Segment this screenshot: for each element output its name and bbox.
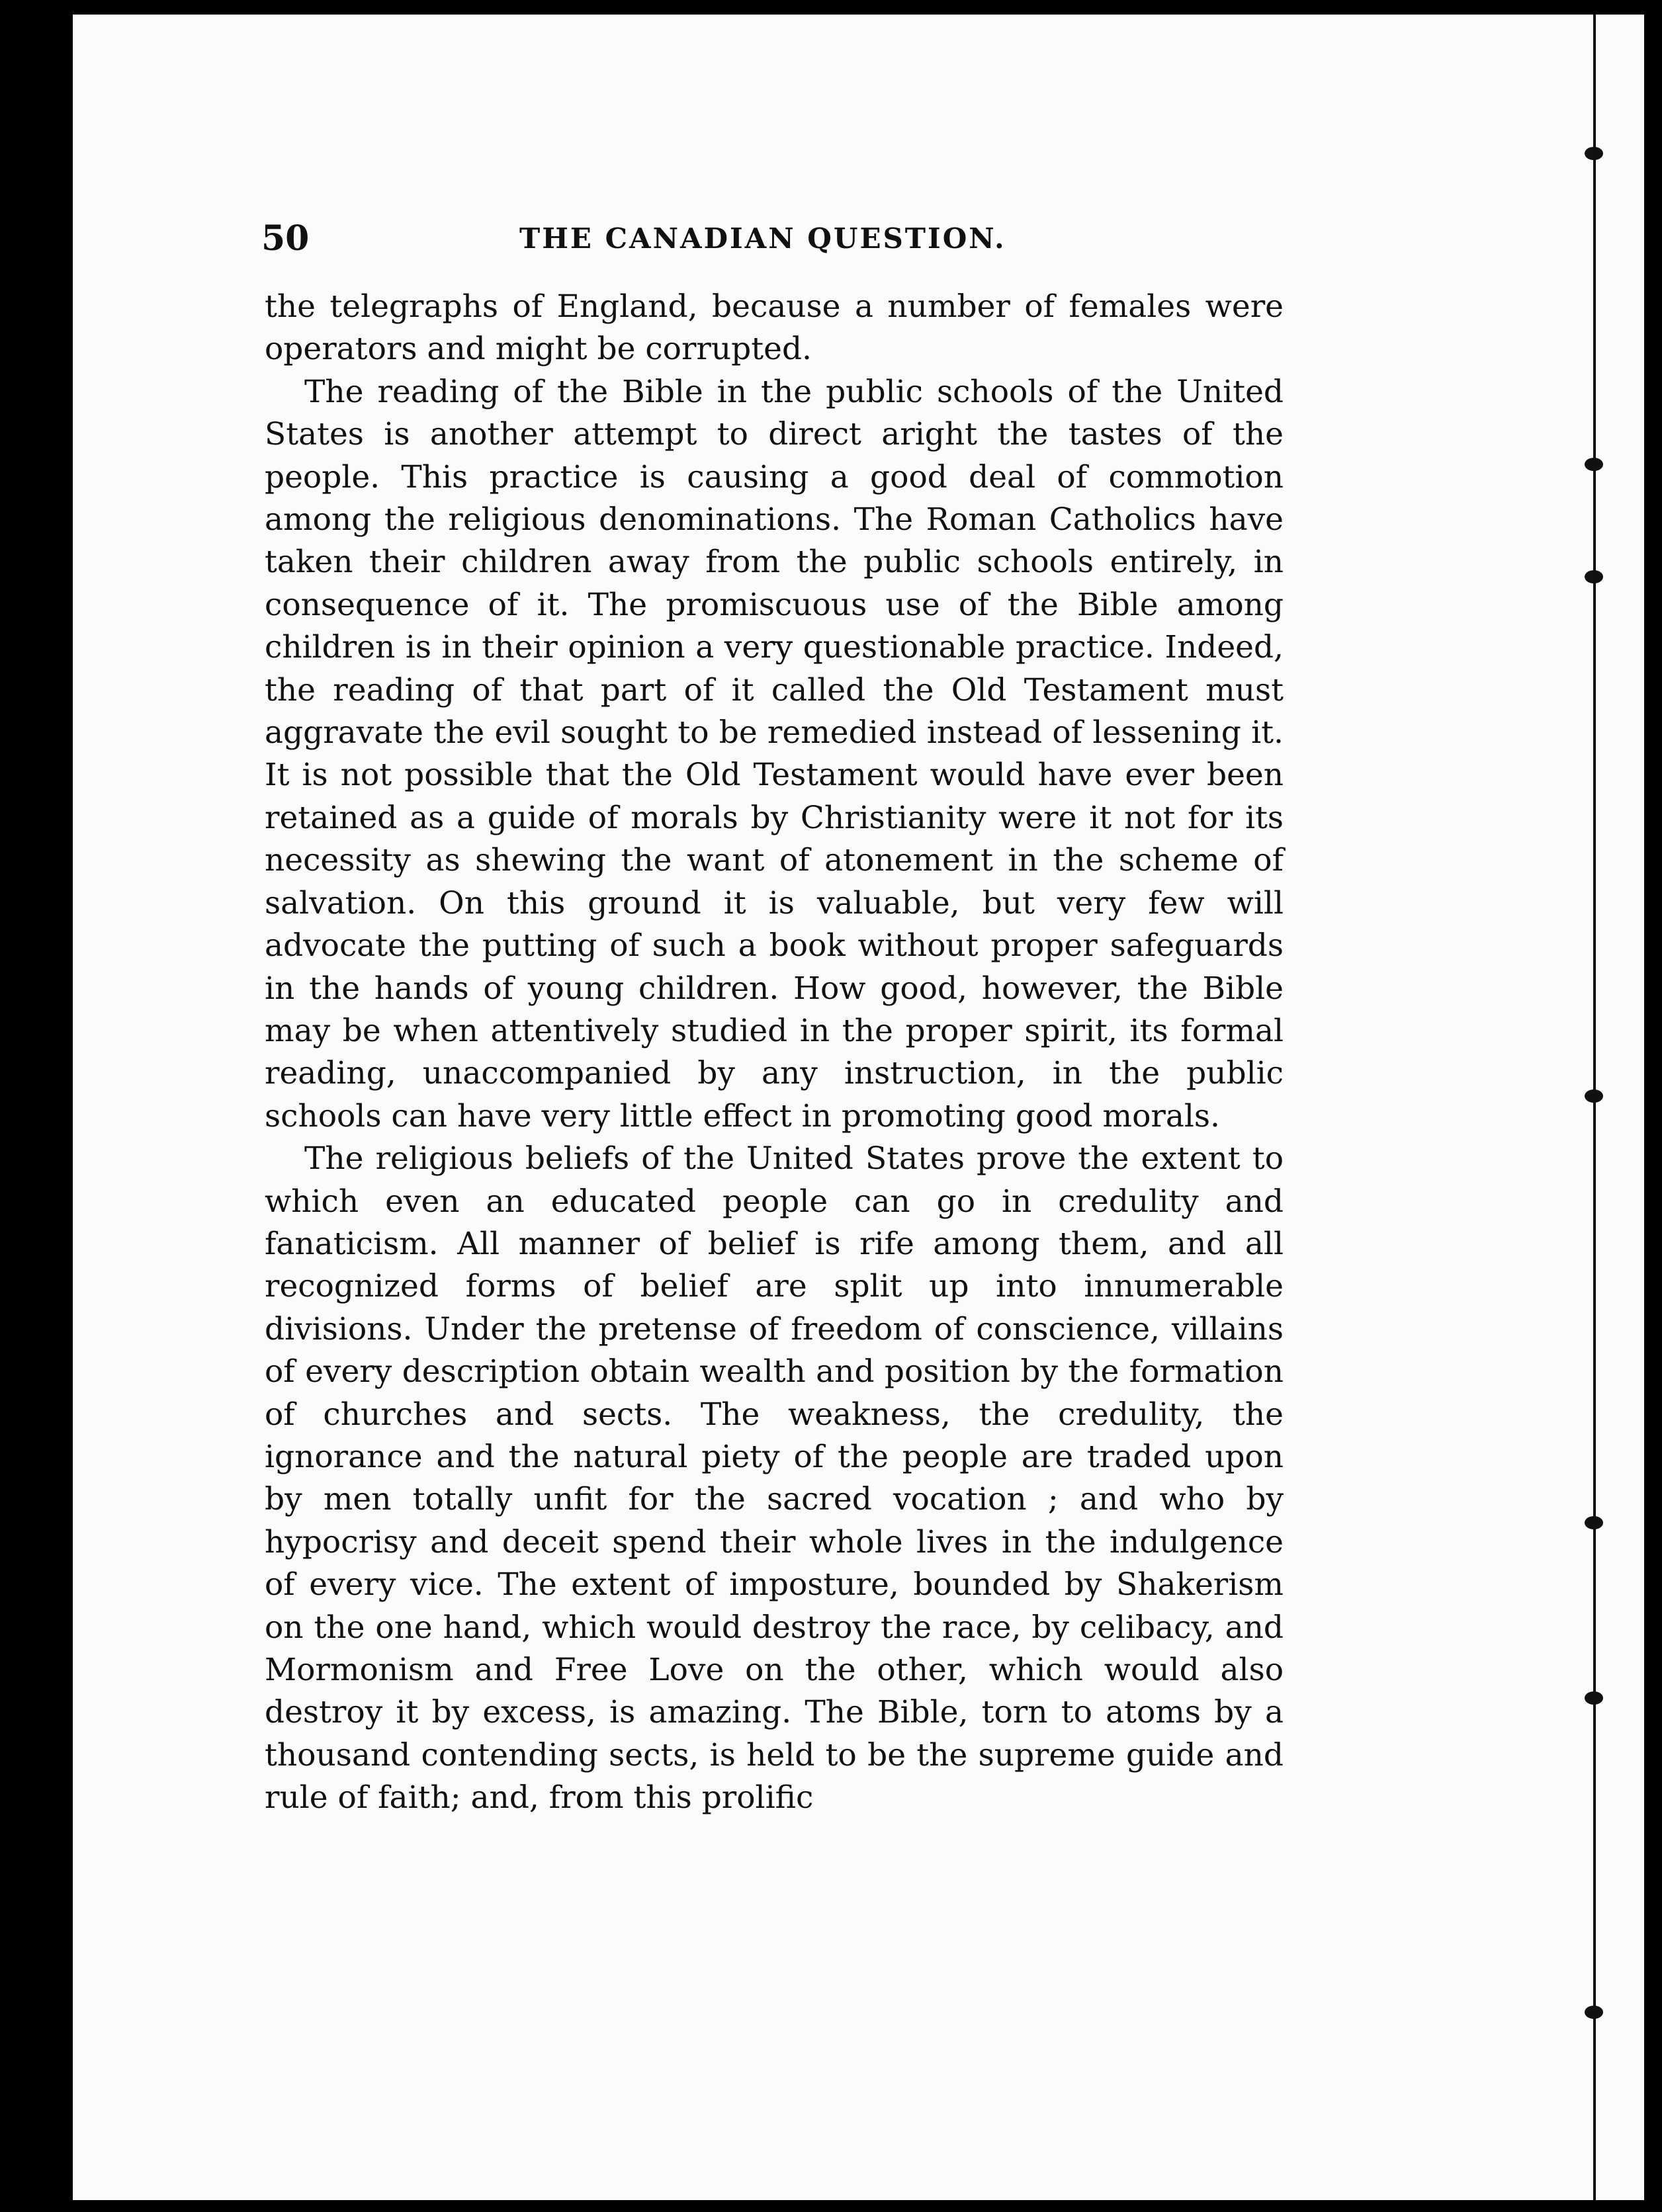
binding-stitch <box>1585 1516 1603 1529</box>
paragraph-2: The reading of the Bible in the public schools of the United States is another attempt to direct aright the tastes of the people. This practice is causing a good deal of commotion among the religious denominations. The Roman Catholics have taken their children away from the public schools entirely, in consequence of it. The promiscuous use of the Bible among children is in their opinion a very questionable practice. Indeed, the reading of that part of it called the Old Testament must aggravate the evil sought to be remedied instead of lessening it. It is not possible that the Old Testament would have ever been retained as a guide of morals by Christianity were it not for its necessity as shewing the want of atonement in the scheme of salvation. On this ground it is valuable, but very few will advocate the putting of such a book without proper safeguards in the hands of young children. How good, however, the Bible may be when attentively studied in the proper spirit, its formal reading, unaccompanied by any instruction, in the public schools can have very little effect in promoting good morals. <box>265 373 1284 1134</box>
binding-stitch <box>1585 147 1603 160</box>
binding-stitch <box>1585 458 1603 471</box>
body-text <box>265 286 1284 1820</box>
running-head: THE CANADIAN QUESTION. <box>519 222 1006 255</box>
binding-stitch <box>1585 2006 1603 2019</box>
book-page <box>73 15 1644 2200</box>
paragraph-1: the telegraphs of England, because a number of females were operators and might be corrupted. <box>265 288 1284 368</box>
binding-stitch <box>1585 1089 1603 1103</box>
page-number: 50 <box>261 218 310 259</box>
paragraph-3: The religious beliefs of the United States prove the extent to which even an educated people can go in credulity and fanaticism. All manner of belief is rife among them, and all recognized forms of belief are split up into innumerable divisions. Under the pretense of freedom of conscience, villains of every description obtain wealth and position by the formation of churches and sects. The weakness, the credulity, the ignorance and the natural piety of the people are traded upon by men totally unfit for the sacred vocation ; and who by hypocrisy and deceit spend their whole lives in the indulgence of every vice. The extent of imposture, bounded by Shakerism on the one hand, which would destroy the race, by celibacy, and Mormonism and Free Love on the other, which would also destroy it by excess, is amazing. The Bible, torn to atoms by a thousand contending sects, is held to be the supreme guide and rule of faith; and, from this prolific <box>265 1140 1284 1816</box>
page-binding-edge <box>1593 15 1596 2200</box>
binding-stitch <box>1585 570 1603 583</box>
binding-stitch <box>1585 1691 1603 1705</box>
page-header <box>261 218 1293 271</box>
